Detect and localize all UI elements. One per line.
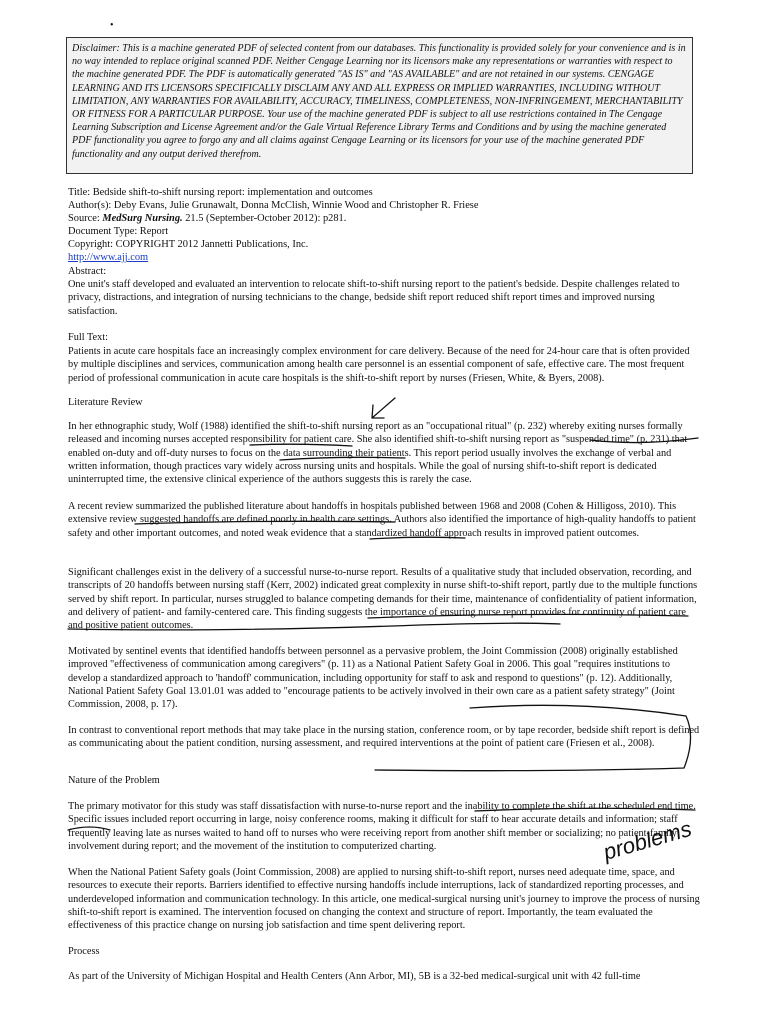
intro-paragraph: Patients in acute care hospitals face an increasingly complex environment for care delivery. Because of the need for 24-hour care that is often provided by multiple disciplines and services, communication among health care personnel is an essential component of safe, effective care. The most frequent period of professional communication in acute care hospitals is the shift-to-shift report by nurses (Friesen, White, & Byers, 2008). xyxy=(68,346,690,384)
disclaimer-box: Disclaimer: This is a machine generated PDF of selected content from our databases. This functionality is provided solely for your convenience and is in no way intended to replace original scanned PDF. Neither Cengage Learning nor its licensors make any representations or warranties with respect to the machine generated PDF. The PDF is automatically generated "AS IS" and "AS AVAILABLE" and are not retained in our systems. CENGAGE LEARNING AND ITS LICENSORS SPECIFICALLY DISCLAIM ANY AND ALL EXPRESS OR IMPLIED WARRANTIES, INCLUDING WITHOUT LIMITATION, ANY WARRANTIES FOR AVAILABILITY, ACCURACY, TIMELINESS, COMPLETENESS, NON-INFRINGEMENT, MERCHANTABILITY OR FITNESS FOR A PARTICULAR PURPOSE. Your use of the machine generated PDF is subject to all use restrictions contained in The Cengage Learning Subscription and License Agreement and/or the Gale Virtual Reference Library Terms and Conditions and by using the machine generated PDF functionality you agree to forgo any and all claims against Cengage Learning or its licensors for your use of the machine generated PDF functionality and any output derived therefrom. xyxy=(66,37,693,174)
lit-review-paragraph-5: In contrast to conventional report methods that may take place in the nursing station, conference room, or by tape recorder, bedside shift report is defined as communicating about the patient condition, nursing assessment, and required interventions at the point of patient care (Friesen et al., 2008). xyxy=(68,725,700,750)
nature-paragraph-2: When the National Patient Safety goals (Joint Commission, 2008) are applied to nursing shift-to-shift report, nurses need adequate time, space, and resources to execute their reports. Barriers identified to effective nursing handoffs include interruptions, lack of standardized reporting processes, and underdeveloped information and communication technology. In this article, one medical-surgical nursing unit's journey to improve the process of nursing shift-to-shift report is examined. The intervention focused on changing the context and structure of report. Importantly, the team evaluated the effectiveness of this practice change on nursing job satisfaction and time spent delivering report. xyxy=(68,867,700,932)
lit-review-paragraph-3: Significant challenges exist in the delivery of a successful nurse-to-nurse report. Results of a qualitative study that included observation, recording, and transcripts of 20 handoffs between nursing staff (Kerr, 2002) indicated great complexity in nurse shift-to-shift report, partly due to the multiple functions served by shift report. In particular, nurses struggled to balance competing demands for their time, maintenance of confidentiality of patient information, and delivery of patient- and family-centered care. This finding suggests the importance of ensuring nurse report provides for continuity of patient care and positive patient outcomes. xyxy=(68,567,698,632)
literature-review-heading: Literature Review xyxy=(68,397,143,408)
problems-annotation: problems xyxy=(600,815,695,865)
publisher-link[interactable]: http://www.ajj.com xyxy=(68,252,149,264)
full-text-label: Full Text: xyxy=(68,332,108,343)
lit-review-paragraph-4: Motivated by sentinel events that identified handoffs between personnel as a pervasive problem, the Joint Commission (2008) originally established improved "effectiveness of communication among caregivers" (p. 11) as a National Patient Safety Goal in 2006. This goal "requires institutions to develop a standardized approach to 'handoff' communication, including opportunity for staff to ask and respond to questions" (p. 12). Additionally, National Patient Safety Goal 13.01.01 was added to "encourage patients to be actively involved in their own care as a patient safety strategy" (Joint Commission, 2008, p. 17). xyxy=(68,646,678,711)
article-source: Source: MedSurg Nursing. 21.5 (September-October 2012): p281. xyxy=(68,213,347,225)
lit-review-paragraph-2: A recent review summarized the published literature about handoffs in hospitals published between 1968 and 2008 (Cohen & Hilligoss, 2010). This extensive review suggested handoffs are defined poorly in health care settings. Authors also identified the importance of high-quality handoffs to patient safety and other important outcomes, and noted weak evidence that a standardized handoff approach results in improved patient outcomes. xyxy=(68,501,696,539)
nature-of-problem-heading: Nature of the Problem xyxy=(68,775,160,786)
nature-paragraph-1: The primary motivator for this study was staff dissatisfaction with nurse-to-nurse report and the inability to complete the shift at the scheduled end time. Specific issues included report occurring in large, noisy conference rooms, making it difficult for staff to hear accurate details and information; staff frequently leaving late as nurses waited to hand off to nurses who were receiving report from another shift member or socializing; no patient-family involvement during report; and the movement of the institution to computerized charting. xyxy=(68,801,696,853)
document-type: Document Type: Report xyxy=(68,226,169,238)
abstract-label: Abstract: xyxy=(68,265,107,277)
abstract-text: One unit's staff developed and evaluated an intervention to relocate shift-to-shift nursing report to the patient's bedside. Despite challenges related to privacy, distractions, and integration of nursing technicians to the change, bedside shift report reduced shift report times and improved nursing satisfaction. xyxy=(68,279,680,317)
article-title: Title: Bedside shift-to-shift nursing report: implementation and outcomes xyxy=(68,187,373,198)
article-metadata xyxy=(68,186,708,278)
stray-mark: • xyxy=(110,20,114,31)
journal-name: MedSurg Nursing. xyxy=(102,213,183,225)
arrow-annotation xyxy=(372,398,395,418)
copyright: Copyright: COPYRIGHT 2012 Jannetti Publications, Inc. xyxy=(68,239,309,251)
process-paragraph: As part of the University of Michigan Hospital and Health Centers (Ann Arbor, MI), 5B is a 32-bed medical-surgical unit with 42 full-time xyxy=(68,971,641,982)
process-heading: Process xyxy=(68,946,100,957)
article-authors: Author(s): Deby Evans, Julie Grunawalt, Donna McClish, Winnie Wood and Christopher R. Friese xyxy=(68,200,479,212)
lit-review-paragraph-1: In her ethnographic study, Wolf (1988) identified the shift-to-shift nursing report as an "occupational ritual" (p. 232) whereby exiting nurses formally released and incoming nurses accepted responsibility for patient care. She also identified shift-to-shift nursing report as "suspended time" (p. 231) that enabled on-duty and off-duty nurses to focus on the data surrounding their patients. This report period usually involves the exchange of verbal and written information, though practices vary widely across nursing units and hospitals. While the goal of nursing shift-to-shift report is dedicated uninterrupted time, the extensive clinical experience of the authors suggests this is rarely the case. xyxy=(68,421,688,486)
